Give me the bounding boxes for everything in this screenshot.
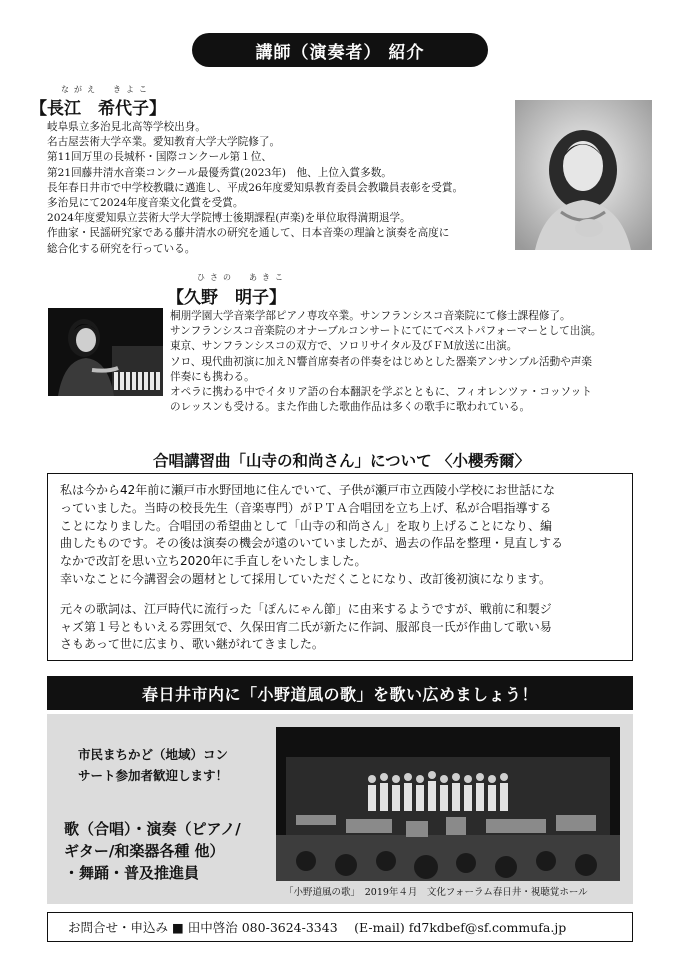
bio-line: 東京、サンフランシスコの双方で、ソロリサイタル及びＦＭ放送に出演。 xyxy=(170,340,518,353)
bio-line: 桐朋学園大学音楽学部ピアノ専攻卒業。サンフランシスコ音楽院にて修士課程修了。 xyxy=(170,310,571,322)
song-text-line: 幸いなことに今講習会の題材として採用していただくことになり、改訂後初演になります。 xyxy=(60,571,552,586)
hisano-portrait-photo xyxy=(48,308,163,396)
song-text-line: なかで改訂を思い立ち2020年に手直しをいたしました。 xyxy=(60,554,367,569)
song-text-line: 曲したものです。その後は演奏の機会が遠のいていましたが、過去の作品を整理・見直しする xyxy=(60,536,564,551)
category-line: ・舞踊・普及推進員 xyxy=(64,864,200,882)
category-line: ギター/和楽器各種 他） xyxy=(64,842,225,860)
welcome-line: サート参加者歓迎します！ xyxy=(78,768,229,783)
concert-photo xyxy=(276,727,620,881)
contact-box: お問合せ・申込み ■ 田中啓治 080-3624-3343 (E-mail) fd7kdbef@sf.commufa.jp xyxy=(47,912,633,942)
welcome-line: 市民まちかど（地域）コン xyxy=(78,747,229,762)
bio-line: サンフランシスコ音楽院のオナーブルコンサートにてにてベストパフォーマーとして出演。 xyxy=(170,325,602,338)
bio-line: 第21回藤井清水音楽コンクール最優秀賞(2023年) 他、上位入賞多数。 xyxy=(47,166,392,179)
hisano-name-ruby: ひさの あきこ xyxy=(197,273,288,282)
welcome-text xyxy=(78,744,228,786)
bio-line: 第11回万里の長城杯・国際コンクール第１位、 xyxy=(47,151,272,164)
bio-line: 長年春日井市で中学校教職に邁進し、平成26年度愛知県教育委員会教職員表彰を受賞。 xyxy=(47,181,464,194)
bio-line: のレッスンも受ける。また作曲した歌曲作品は多くの歌手に歌われている。 xyxy=(170,401,531,414)
song-text-line: ャズ第１号ともいえる雰囲気で、久保田宵二氏が新たに作詞、服部良一氏が作曲して歌い易 xyxy=(60,619,552,634)
song-section-title: 合唱講習曲「山寺の和尚さん」について 〈小櫻秀爾〉 xyxy=(152,452,531,470)
song-text-line: ことになりました。合唱団の希望曲として「山寺の和尚さん」を取り上げることになり、編 xyxy=(60,518,553,533)
song-text-line: 元々の歌詞は、江戸時代に流行った「ぽんにゃん節」に由来するようですが、戦前に和製ジ xyxy=(60,601,552,616)
bio-line: 多治見にて2024年度音楽文化賞を受賞。 xyxy=(47,197,244,210)
bio-line: 2024年度愛知県立芸術大学大学院博士後期課程(声楽)を単位取得満期退学。 xyxy=(47,212,411,225)
participant-categories xyxy=(64,818,241,884)
song-text-line: っていました。当時の校長先生（音楽専門）がＰＴＡ合唱団を立ち上げ、私が合唱指導する xyxy=(60,500,552,515)
concert-photo-caption: 「小野道風の歌」 2019年４月 文化フォーラム春日井・視聴覚ホール xyxy=(284,887,588,898)
song-text-line: 私は今から42年前に瀬戸市水野団地に住んでいて、子供が瀬戸市立西陵小学校にお世話にな xyxy=(60,483,556,497)
hisano-name: 【久野 明子】 xyxy=(167,288,286,308)
bio-line: 岐阜県立多治見北高等学校出身。 xyxy=(47,121,206,133)
bio-line: 伴奏にも携わる。 xyxy=(170,370,255,383)
bio-line: 総合化する研究を行っている。 xyxy=(47,242,196,255)
nagae-name-ruby: ながえ きよこ xyxy=(61,85,152,94)
bio-line: 作曲家・民謡研究家である藤井清水の研究を通して、日本音楽の理論と演奏を高度に xyxy=(47,227,450,240)
nagae-bio xyxy=(47,120,463,257)
bio-line: オペラに携わる中でイタリア語の台本翻訳を学ぶとともに、フィオレンツァ・コッソット xyxy=(170,386,592,399)
nagae-name: 【長江 希代子】 xyxy=(30,99,166,119)
bio-line: 名古屋芸術大学卒業。愛知教育大学大学院修了。 xyxy=(47,136,281,149)
category-line: 歌（合唱）・演奏（ピアノ/ xyxy=(64,820,241,838)
song-text-line: さもあって世に広まり、歌い継がれてきました。 xyxy=(60,637,324,652)
section-header: 講師（演奏者） 紹介 xyxy=(192,33,488,67)
campaign-banner: 春日井市内に「小野道風の歌」を歌い広めましょう！ xyxy=(47,676,633,710)
hisano-bio xyxy=(170,309,602,415)
bio-line: ソロ、現代曲初演に加えＮ響首席奏者の伴奏をはじめとした器楽アンサンブル活動や声楽 xyxy=(170,355,592,368)
nagae-portrait-photo xyxy=(515,100,652,250)
song-description-box xyxy=(47,473,633,661)
